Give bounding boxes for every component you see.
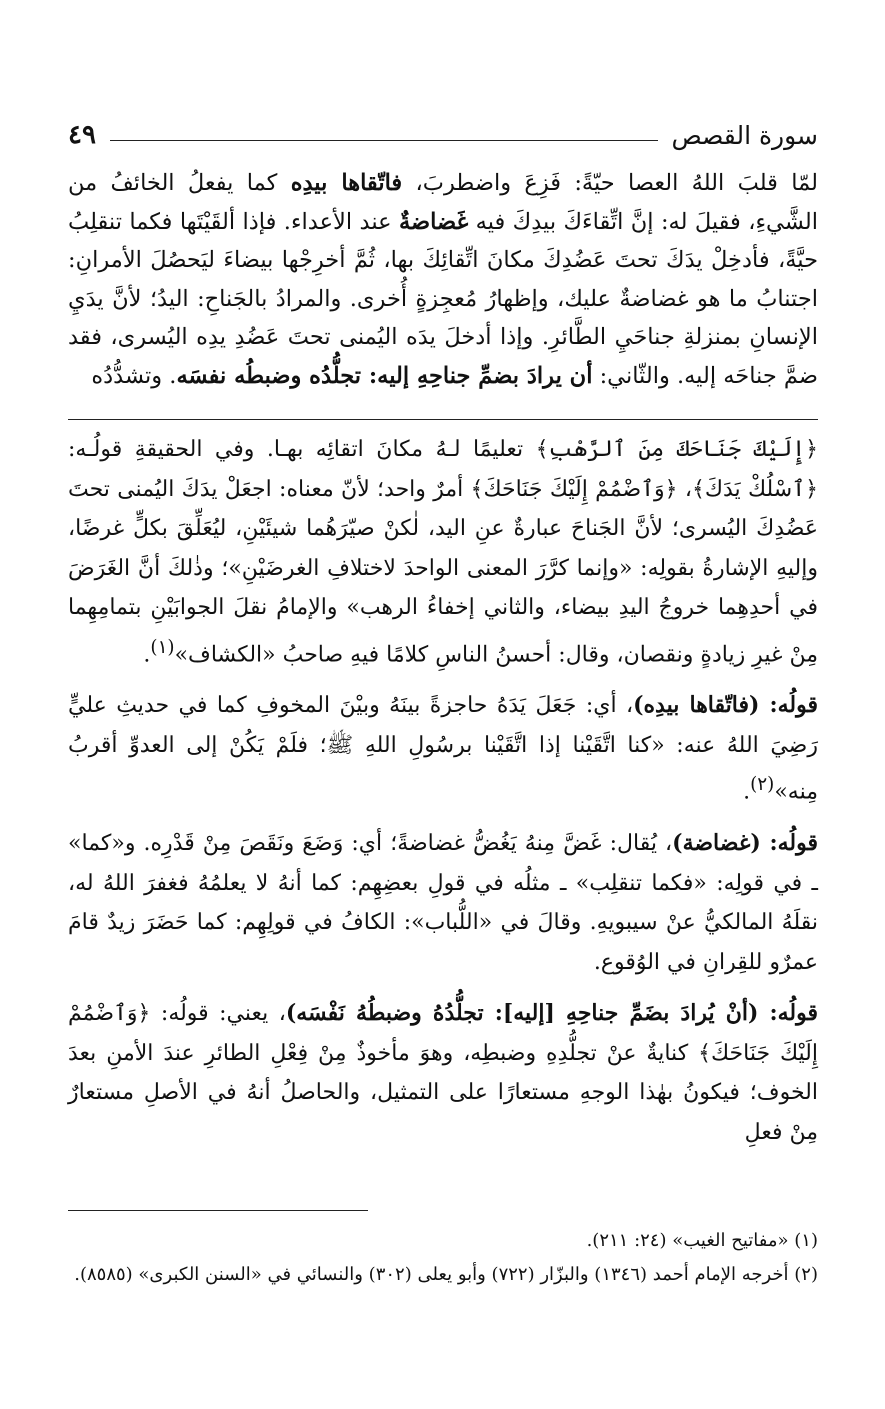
commentary-text: ، أي: جَعَلَ يَدَهُ حاجزةً بينَهُ وبيْنَ المخوفِ كما في حديثِ عليٍّ رَضِيَ اللهُ عنه: «كنا اتَّقَيْنا إذا اتَّقَيْنا برسُولِ اللهِ ﷺ؛ فلَمْ يَكُنْ إلى العدوِّ أقربُ مِنه» (68, 693, 818, 805)
main-text (68, 164, 818, 395)
commentary-text: أمرٌ واحد؛ لأنّ معناه: اجعَلْ يدَكَ اليُمنى تحتَ عَضُدِكَ اليُسرى؛ لأنَّ الجَناحَ عبارةٌ عنِ اليد، لٰكنْ صيّرَهُما شيئَيْنِ، ليُعَلِّقَ بكلٍّ غرضًا، وإليهِ الإشارةُ بقولِه: «وإنما كرَّرَ المعنى الواحدَ لاختلافِ الغرضَيْنِ»؛ وذٰلكَ أنَّ الغَرَضَ في أحدِهِما خروجُ اليدِ بيضاء، والثاني إخفاءُ الرهب» والإمامُ نقلَ الجوابَيْنِ بتمامِهِما مِنْ غيرِ زيادةٍ ونقصان، وقال: أحسنُ الناسِ كلامًا فيهِ صاحبُ «الكشاف» (68, 476, 818, 667)
quran-quote: ﴿ٱسْلُكْ يَدَكَ﴾ (691, 476, 818, 502)
sura-title: سورة القصص (671, 121, 818, 150)
header-rule (110, 140, 658, 141)
quran-quote: ﴿إِلَيْكَ جَنَاحَكَ مِنَ ٱلرَّهْبِ﴾ (535, 437, 818, 462)
book-page (68, 104, 818, 1293)
commentary-paragraph-3 (68, 824, 818, 982)
commentary (68, 430, 818, 1152)
commentary-paragraph-2 (68, 686, 818, 812)
main-text-part: كما يفعلُ الخائفُ من الشَّيءِ، فقيلَ له: إنَّ اتِّقاءَكَ بيدِكَ فيه (68, 170, 818, 235)
page-number: ٤٩ (68, 120, 96, 150)
commentary-lemma: قولُه: (غضاضة) (672, 830, 818, 857)
commentary-text: . (743, 779, 751, 805)
footnote-ref: (١) (150, 636, 175, 658)
commentary-text: ، يُقال: غَضَّ مِنهُ يَغُضُّ غضاضةً؛ أي: وَضَعَ ونَقَصَ مِنْ قَدْرِه. و«كما» ـ في قولِه: «فكما تنقلِب» ـ مثلُه في قولِ بعضِهِم: كما أنهُ لا يعلمُهُ فغفرَ اللهُ له، نقلَهُ المالكيُّ عنْ سيبويهِ. وقالَ في «اللُّباب»: الكافُ في قولِهِم: كما حَضَرَ زيدٌ قامَ عمرٌو للقِرانِ في الوُقوع. (68, 831, 818, 975)
commentary-text: ، (677, 476, 692, 502)
page-header (68, 104, 818, 148)
commentary-paragraph-4 (68, 994, 818, 1152)
commentary-text: تعليمًا لـهُ مكانَ اتقائِه بهـا. وفي الحقيقةِ قولُـه: (68, 437, 536, 462)
main-text-part: . وتشدُّدُه (91, 362, 177, 389)
commentary-lemma: قولُه: (أنْ يُرادَ بضَمِّ جناحِهِ [إليه]: تجلُّدُهُ وضبطُهُ نَفْسَه) (285, 1000, 819, 1027)
footnote-divider (68, 1210, 818, 1211)
quran-quote: ﴿وَٱضْمُمْ إِلَيْكَ جَنَاحَكَ﴾ (68, 1001, 818, 1066)
main-text-part: عند الأعداء. فإذا ألقَيْتَها فكما تنقلِبُ حيَّةً، فأدخِلْ يدَكَ تحتَ عَضُدِكَ مكانَ اتِّقائِكَ بها، ثُمَّ أخرِجْها بيضاءَ ليَحصُلَ الأمرانِ: اجتنابُ ما هو غضاضةٌ عليك، وإظهارُ مُعجِزةٍ أُخرى. والمرادُ بالجَناحِ: اليدُ؛ لأنَّ يدَيِ الإنسانِ بمنزلةِ جناحَيِ الطَّائرِ. وإذا أدخلَ يدَه اليُمنى تحتَ عَضُدِ يدِه اليُسرى، فقد ضمَّ جناحَه إليه. والثّاني: (68, 208, 818, 389)
section-divider (68, 419, 818, 420)
footnotes (68, 1225, 818, 1291)
main-text-bold: غَضاضةٌ (398, 208, 469, 235)
footnote-ref: (٢) (750, 774, 775, 796)
commentary-lemma: قولُه: (فاتّقاها بيدِه) (633, 692, 819, 719)
commentary-paragraph-1 (68, 430, 818, 674)
main-text-part: لمّا قلبَ اللهُ العصا حيّةً: فَزِعَ واضطربَ، (402, 170, 818, 196)
main-text-bold: فاتّقاها بيدِه (290, 170, 403, 196)
commentary-text: ، يعني: قولُه: (150, 1001, 286, 1027)
main-text-bold: أن يرادَ بضمِّ جناحِهِ إليه: تجلُّدُه وضبطُه نفسَه (176, 362, 593, 389)
commentary-text: كنايةٌ عنْ تجلُّدِهِ وضبطِه، وهوَ مأخوذٌ مِنْ فِعْلِ الطائرِ عندَ الأمنِ بعدَ الخوف؛ فيكونُ بهٰذا الوجهِ مستعارًا على التمثيل، والحاصلُ أنهُ في الأصلِ مستعارٌ مِنْ فعلِ (68, 1040, 818, 1145)
footnote-2: (٢) أخرجه الإمام أحمد (١٣٤٦) والبزّار (٧٢٢) وأبو يعلى (٣٠٢) والنسائي في «السنن الكبرى» (٨٥٨٥). (74, 1264, 818, 1286)
quran-quote: ﴿وَٱضْمُمْ إِلَيْكَ جَنَاحَكَ﴾ (470, 476, 678, 502)
commentary-text: . (143, 641, 151, 667)
footnote-1: (١) «مفاتيح الغيب» (٢٤: ٢١١). (586, 1230, 818, 1252)
